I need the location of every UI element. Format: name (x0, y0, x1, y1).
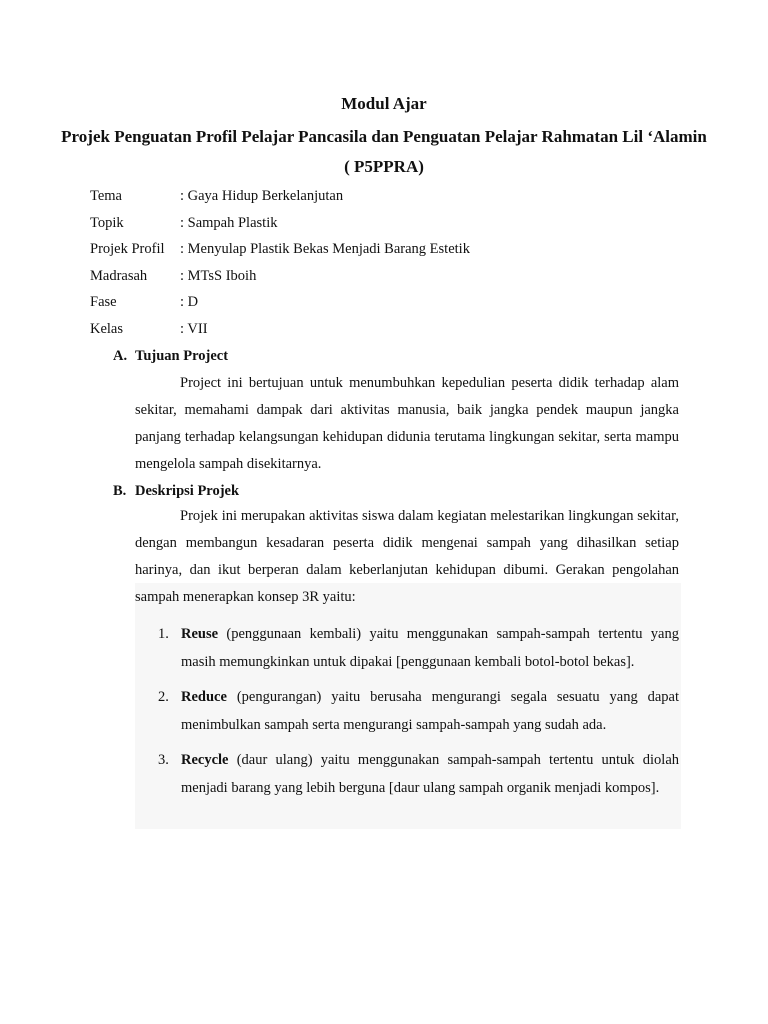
list-number: 2. (158, 689, 169, 705)
list-number: 1. (158, 626, 169, 642)
metadata-table (90, 183, 690, 343)
list-term: Reduce (181, 689, 227, 705)
list-term: Reuse (181, 626, 219, 642)
meta-value: : D (180, 294, 199, 311)
meta-key: Fase (90, 294, 117, 311)
list-item (135, 620, 679, 676)
meta-value: : Menyulap Plastik Bekas Menjadi Barang Estetik (180, 241, 470, 258)
meta-key: Tema (90, 188, 122, 204)
section-heading-tujuan (113, 344, 228, 368)
section-title: Deskripsi Projek (135, 483, 240, 499)
list-item (135, 746, 679, 802)
section-heading-deskripsi (113, 479, 239, 503)
meta-row-madrasah (90, 263, 690, 290)
section-body-tujuan: Project ini bertujuan untuk menumbuhkan kepedulian peserta didik terhadap alam sekitar, memahami dampak dari aktivitas manusia, baik jangka pendek maupun jangka panjang terhadap kelangsungan kehidupan didunia terutama lingkungan sekitar, serta mampu mengelola sampah disekitarnya. (135, 375, 679, 472)
document-subtitle: Projek Penguatan Profil Pelajar Pancasila dan Penguatan Pelajar Rahmatan Lil ‘Alamin ( P5PPRA) (61, 127, 707, 176)
meta-value: : MTsS Iboih (180, 267, 257, 284)
list-number: 3. (158, 752, 169, 768)
list-term: Recycle (181, 752, 229, 768)
list-text: (pengurangan) yaitu berusaha mengurangi segala sesuatu yang dapat menimbulkan sampah serta mengurangi sampah-sampah yang sudah ada. (181, 689, 679, 733)
meta-row-topik (90, 210, 690, 237)
meta-key: Projek Profil (90, 241, 165, 258)
meta-value: : Sampah Plastik (180, 214, 278, 231)
meta-key: Madrasah (90, 267, 148, 284)
list-text: (penggunaan kembali) yaitu menggunakan sampah-sampah tertentu yang masih memungkinkan untuk dipakai [penggunaan kembali botol-botol bekas]. (181, 626, 679, 670)
meta-key: Topik (90, 214, 124, 231)
meta-row-kelas (90, 316, 690, 343)
list-item (135, 683, 679, 739)
meta-row-projek-profil (90, 236, 690, 263)
list-text: (daur ulang) yaitu menggunakan sampah-sampah tertentu untuk diolah menjadi barang yang lebih berguna [daur ulang sampah organik menjadi kompos]. (181, 752, 679, 796)
meta-value: : Gaya Hidup Berkelanjutan (180, 188, 344, 204)
section-title: Tujuan Project (135, 348, 229, 364)
numbered-list-3r (135, 620, 681, 809)
section-marker: A. (113, 348, 128, 364)
meta-row-tema (90, 183, 690, 210)
section-marker: B. (113, 483, 127, 499)
meta-value: : VII (180, 320, 208, 337)
meta-key: Kelas (90, 320, 124, 337)
meta-row-fase (90, 289, 690, 316)
document-title: Modul Ajar (341, 94, 427, 113)
section-body-deskripsi: Projek ini merupakan aktivitas siswa dalam kegiatan melestarikan lingkungan sekitar, dengan membangun kesadaran peserta didik mengenai sampah yang dihasilkan setiap harinya, dan ikut berperan dalam keberlanjutan kehidupan dibumi. Gerakan pengolahan sampah menerapkan konsep 3R yaitu: (135, 508, 679, 605)
